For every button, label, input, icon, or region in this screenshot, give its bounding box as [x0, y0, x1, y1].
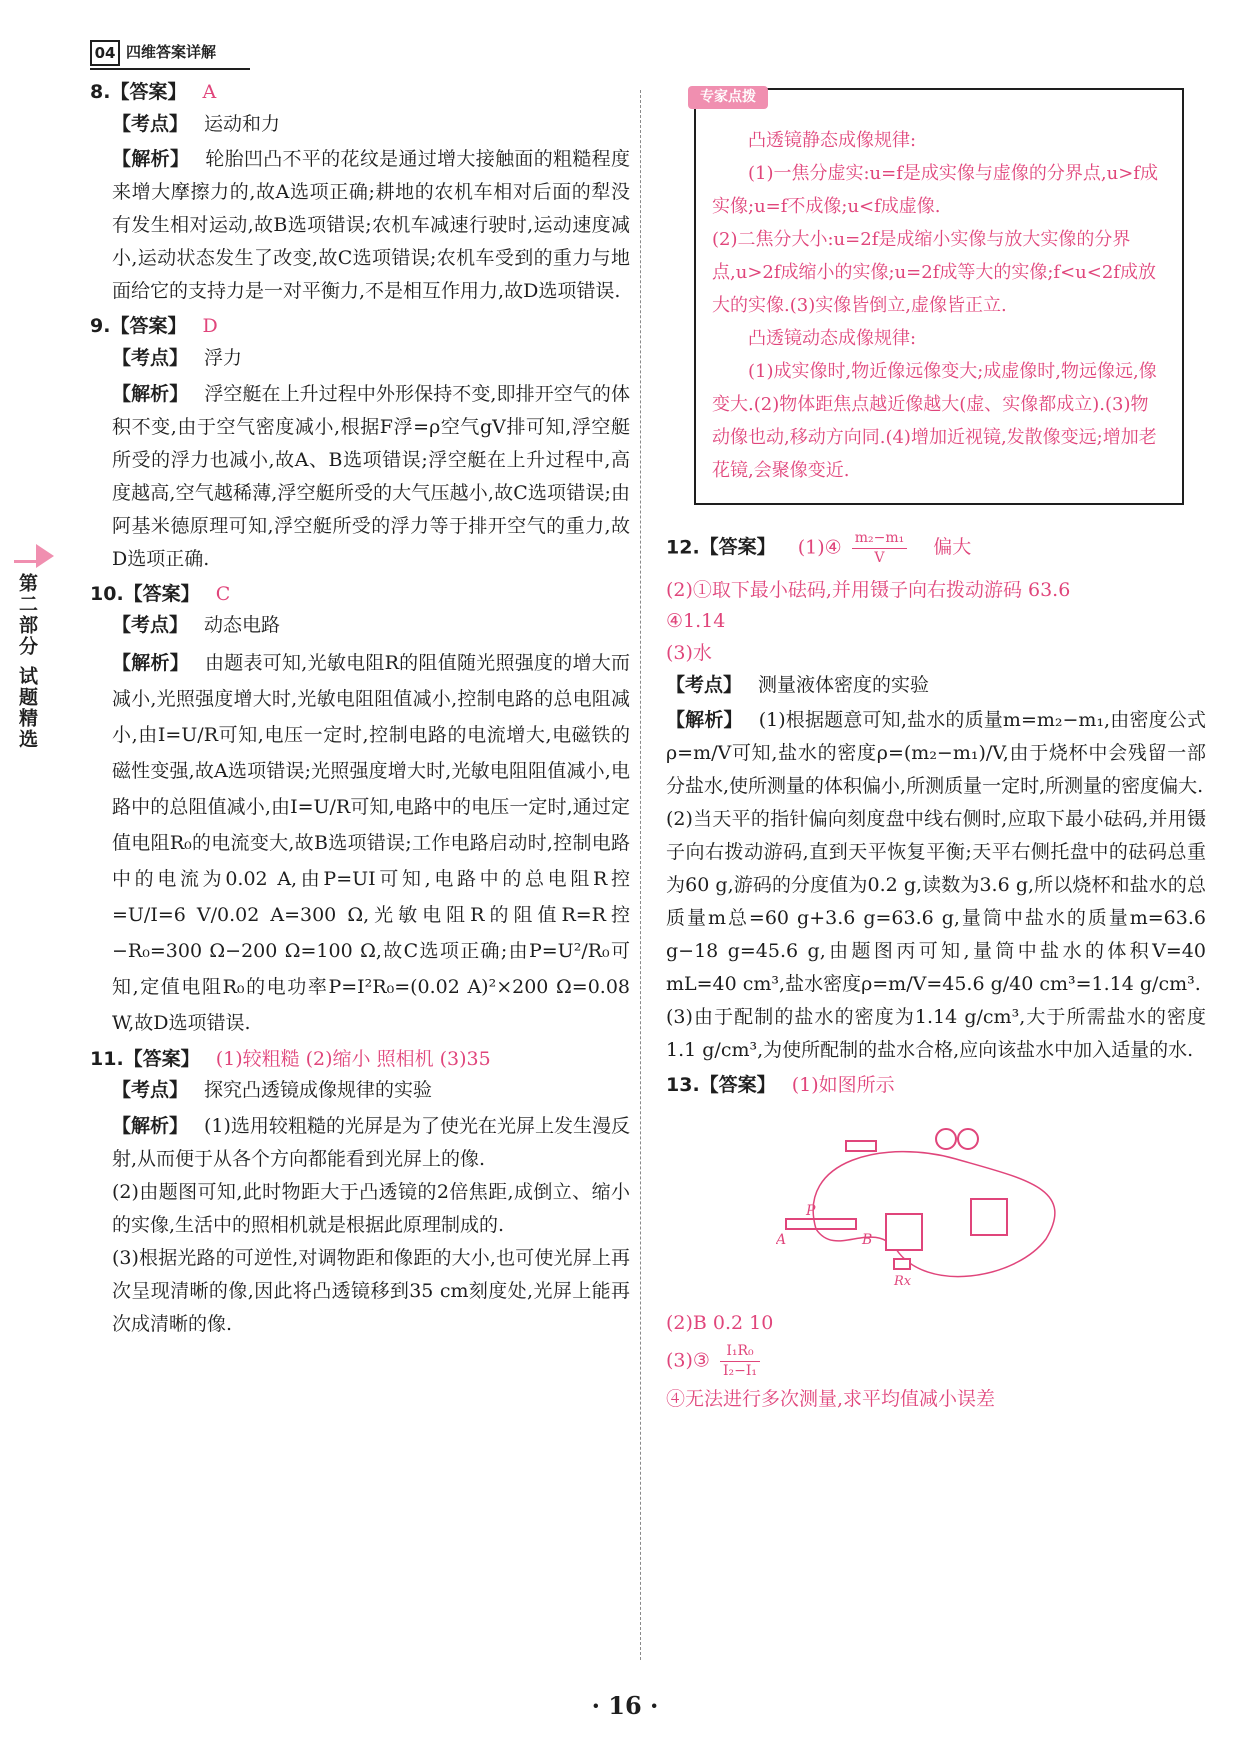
answer-fraction	[720, 1342, 760, 1381]
point-label: 【考点】	[112, 614, 189, 637]
resistor-icon	[894, 1259, 910, 1269]
answer-part-3: (3)水	[666, 642, 712, 665]
left-column	[90, 80, 630, 1341]
analysis-text-3: (3)根据光路的可逆性,对调物距和像距的大小,也可使光屏上再次呈现清晰的像,因此将凸透镜移到35 cm刻度处,光屏上能再次成清晰的像.	[112, 1247, 630, 1336]
circuit-wire	[813, 1152, 1055, 1277]
fraction-numerator: m₂−m₁	[852, 529, 908, 549]
label-a: A	[776, 1231, 787, 1248]
fraction-numerator: I₁R₀	[720, 1342, 760, 1362]
answer-value: C	[215, 582, 231, 605]
answer-part-2b: ④1.14	[666, 610, 726, 633]
answer-value: A	[202, 81, 217, 103]
label-b: B	[862, 1231, 873, 1248]
point-label: 【考点】	[666, 673, 743, 696]
answer-part-4: ④无法进行多次测量,求平均值减小误差	[666, 1388, 996, 1411]
question-9	[90, 314, 630, 575]
header-rule	[90, 68, 250, 70]
column-divider	[640, 90, 641, 1660]
point-label: 【考点】	[112, 346, 189, 369]
expert-tip-box	[694, 88, 1184, 505]
switch-icon	[846, 1141, 876, 1151]
analysis-text-2: (2)当天平的指针偏向刻度盘中线右侧时,应取下最小砝码,并用镊子向右拨动游码,直到天平恢复平衡;天平右侧托盘中的砝码总重为60 g,游码的分度值为0.2 g,读数为3.6 g,所以烧杯和盐水的总质量m总=60 g+3.6 g=63.6 g,量筒中盐水的质量m=63.6 g−18 g=45.6 g,由题图丙可知,量筒中盐水的体积V=40 mL=40 cm³,盐水密度ρ=m/V=45.6 g/40 cm³=1.14 g/cm³.	[666, 808, 1206, 996]
label-rx: Rx	[894, 1273, 912, 1289]
answer-part-3: (3)③	[666, 1349, 710, 1372]
page-header	[90, 40, 250, 66]
point-label: 【考点】	[112, 1079, 189, 1102]
voltmeter-icon	[971, 1199, 1007, 1235]
side-tab-label: 第二部分 试题精选	[16, 573, 38, 750]
question-number: 12.	[666, 536, 700, 559]
question-12	[666, 529, 1206, 1067]
expert-tip-tag: 专家点拨	[688, 86, 768, 109]
right-column	[666, 80, 1206, 1419]
fraction-denominator: V	[874, 549, 885, 566]
analysis-text: 由题表可知,光敏电阻R的阻值随光照强度的增大而减小,光照强度增大时,光敏电阻阻值减小,控制电路的总电阻减小,由I=U/R可知,电压一定时,控制电路的电流增大,电磁铁的磁性变强,故A选项错误;光照强度增大时,光敏电阻阻值减小,电路中的总阻值减小,由I=U/R可知,电路中的电压一定时,通过定值电阻R₀的电流变大,故B选项错误;工作电路启动时,控制电路中的电流为0.02 A,由P=UI可知,电路中的总电阻R控=U/I=6 V/0.02 A=300 Ω,光敏电阻R的阻值R=R控−R₀=300 Ω−200 Ω=100 Ω,故C选项正确;由P=U²/R₀可知,定值电阻R₀的电功率P=I²R₀=(0.02 A)²×200 Ω=0.08 W,故D选项错误.	[112, 651, 630, 1034]
analysis-label: 【解析】	[112, 651, 190, 674]
circuit-diagram	[776, 1119, 1076, 1289]
tip-line: 凸透镜静态成像规律:	[748, 130, 917, 151]
answer-part-1-result: 偏大	[933, 536, 972, 559]
answer-label: 【答案】	[123, 1047, 200, 1070]
question-13	[666, 1073, 1206, 1412]
answer-label: 【答案】	[110, 81, 187, 103]
point-value: 动态电路	[204, 614, 281, 637]
fraction-denominator: I₂−I₁	[723, 1363, 758, 1380]
tip-line: (1)成实像时,物近像远像变大;成虚像时,物远像远,像变大.(2)物体距焦点越近像越大(虚、实像都成立).(3)物动像也动,移动方向同.(4)增加近视镜,发散像变远;增加老花镜,会聚像变近.	[712, 361, 1157, 481]
point-value: 浮力	[204, 346, 243, 369]
tip-line: (2)二焦分大小:u=2f是成缩小实像与放大实像的分界点,u>2f成缩小的实像;u=2f成等大的实像;f<u<2f成放大的实像.(3)实像皆倒立,虚像皆正立.	[712, 229, 1156, 316]
header-title: 四维答案详解	[126, 43, 217, 61]
answer-label: 【答案】	[123, 582, 200, 605]
point-label: 【考点】	[112, 112, 189, 135]
answer-label: 【答案】	[699, 1074, 776, 1097]
analysis-label: 【解析】	[112, 382, 189, 405]
question-number: 8.	[90, 81, 111, 103]
analysis-text: 浮空艇在上升过程中外形保持不变,即排开空气的体积不变,由于空气密度减小,根据F浮=ρ空气gV排可知,浮空艇所受的浮力也减小,故A、B选项错误;浮空艇在上升过程中,高度越高,空气越稀薄,浮空艇所受的大气压越小,故C选项错误;由阿基米德原理可知,浮空艇所受的浮力等于排开空气的重力,故D选项正确.	[112, 382, 630, 570]
point-value: 测量液体密度的实验	[758, 673, 930, 696]
label-p: P	[806, 1202, 816, 1219]
rheostat-icon	[786, 1219, 856, 1229]
header-badge: 04	[90, 40, 120, 66]
point-value: 运动和力	[204, 112, 281, 135]
question-number: 9.	[90, 315, 111, 338]
answer-fraction	[852, 529, 908, 568]
tip-line: (1)一焦分虚实:u=f是成实像与虚像的分界点,u>f成实像;u=f不成像;u<f成虚像.	[712, 163, 1158, 217]
answer-part-1: (1)④	[797, 536, 842, 559]
analysis-label: 【解析】	[666, 709, 743, 732]
question-number: 11.	[90, 1047, 124, 1070]
battery-icon	[958, 1129, 978, 1149]
battery-icon	[936, 1129, 956, 1149]
answer-part-1: (1)如图所示	[791, 1074, 895, 1097]
page-number: · 16 ·	[591, 1691, 659, 1720]
question-number: 13.	[666, 1074, 700, 1097]
tip-line: 凸透镜动态成像规律:	[748, 328, 917, 349]
answer-label: 【答案】	[110, 315, 187, 338]
question-number: 10.	[90, 582, 124, 605]
ammeter-icon	[886, 1214, 922, 1250]
answer-label: 【答案】	[699, 536, 776, 559]
answer-part-2: (2)①取下最小砝码,并用镊子向右拨动游码 63.6	[666, 578, 1071, 601]
analysis-text: 轮胎凹凸不平的花纹是通过增大接触面的粗糙程度来增大摩擦力的,故A选项正确;耕地的农机车相对后面的犁没有发生相对运动,故B选项错误;农机车减速行驶时,运动速度减小,运动状态发生了改变,故C选项错误;农机车受到的重力与地面给它的支持力是一对平衡力,不是相互作用力,故D选项错误.	[112, 148, 630, 303]
answer-value: D	[202, 315, 218, 338]
question-11	[90, 1047, 630, 1341]
analysis-label: 【解析】	[112, 148, 190, 171]
analysis-text-3: (3)由于配制的盐水的密度为1.14 g/cm³,大于所需盐水的密度1.1 g/cm³,为使所配制的盐水合格,应向该盐水中加入适量的水.	[666, 1006, 1206, 1062]
analysis-text-1: (1)根据题意可知,盐水的质量m=m₂−m₁,由密度公式ρ=m/V可知,盐水的密度ρ=(m₂−m₁)/V,由于烧杯中会残留一部分盐水,使所测量的体积偏小,所测质量一定时,所测量的密度偏大.	[666, 709, 1206, 798]
question-10	[90, 582, 630, 1041]
answer-part-2: (2)B 0.2 10	[666, 1311, 774, 1334]
answer-value: (1)较粗糙 (2)缩小 照相机 (3)35	[215, 1047, 491, 1070]
side-tab	[14, 560, 42, 803]
point-value: 探究凸透镜成像规律的实验	[204, 1079, 433, 1102]
analysis-label: 【解析】	[112, 1115, 189, 1138]
analysis-text-2: (2)由题图可知,此时物距大于凸透镜的2倍焦距,成倒立、缩小的实像,生活中的照相机就是根据此原理制成的.	[112, 1181, 630, 1237]
analysis-text-1: (1)选用较粗糙的光屏是为了使光在光屏上发生漫反射,从而便于从各个方向都能看到光屏上的像.	[112, 1115, 630, 1171]
question-8	[90, 80, 630, 308]
